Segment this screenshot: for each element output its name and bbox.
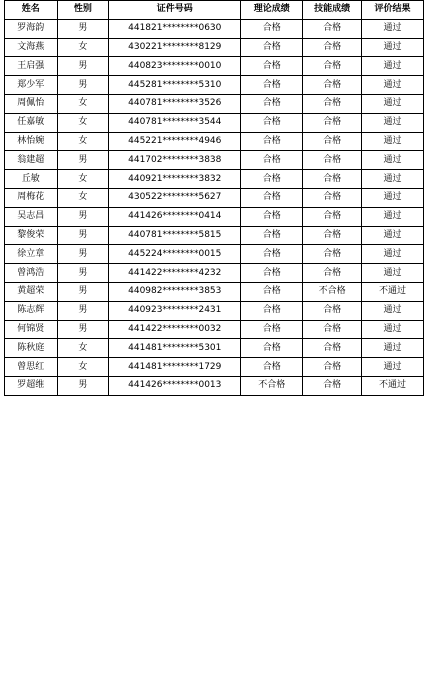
skill-score-cell: 合格: [303, 245, 362, 264]
table-row: [5, 226, 424, 245]
id-number-cell: 441702********3838: [109, 151, 241, 170]
theory-score-cell: 合格: [241, 132, 303, 151]
gender-cell: 女: [57, 132, 109, 151]
id-number-cell: 441426********0013: [109, 376, 241, 395]
name-cell: 陈志辉: [5, 301, 58, 320]
skill-score-cell: 合格: [303, 76, 362, 95]
name-cell: 吴志昌: [5, 207, 58, 226]
name-cell: 曾鸿浩: [5, 264, 58, 283]
name-cell: 王启强: [5, 57, 58, 76]
table-row: [5, 339, 424, 358]
table-row: [5, 358, 424, 377]
name-cell: 黄超荣: [5, 282, 58, 301]
id-number-cell: 445281********5310: [109, 76, 241, 95]
theory-score-cell: 合格: [241, 94, 303, 113]
id-number-cell: 441422********0032: [109, 320, 241, 339]
name-cell: 周佩怡: [5, 94, 58, 113]
gender-cell: 男: [57, 245, 109, 264]
header-id-number: 证件号码: [109, 1, 241, 20]
theory-score-cell: 合格: [241, 207, 303, 226]
header-name: 姓名: [5, 1, 58, 20]
table-row: [5, 245, 424, 264]
table-body: [5, 19, 424, 395]
table-row: [5, 376, 424, 395]
gender-cell: 男: [57, 207, 109, 226]
theory-score-cell: 合格: [241, 264, 303, 283]
result-cell: 通过: [362, 57, 424, 76]
result-cell: 通过: [362, 301, 424, 320]
table-row: [5, 320, 424, 339]
id-number-cell: 440923********2431: [109, 301, 241, 320]
gender-cell: 男: [57, 57, 109, 76]
result-cell: 通过: [362, 320, 424, 339]
theory-score-cell: 合格: [241, 358, 303, 377]
gender-cell: 女: [57, 170, 109, 189]
table-row: [5, 301, 424, 320]
id-number-cell: 440921********3832: [109, 170, 241, 189]
table-row: [5, 170, 424, 189]
name-cell: 丘敏: [5, 170, 58, 189]
theory-score-cell: 合格: [241, 19, 303, 38]
skill-score-cell: 合格: [303, 339, 362, 358]
gender-cell: 女: [57, 94, 109, 113]
theory-score-cell: 合格: [241, 188, 303, 207]
name-cell: 罗海韵: [5, 19, 58, 38]
id-number-cell: 441481********1729: [109, 358, 241, 377]
table-row: [5, 264, 424, 283]
result-cell: 通过: [362, 170, 424, 189]
header-theory-score: 理论成绩: [241, 1, 303, 20]
id-number-cell: 440823********0010: [109, 57, 241, 76]
id-number-cell: 445221********4946: [109, 132, 241, 151]
table-row: [5, 188, 424, 207]
theory-score-cell: 合格: [241, 170, 303, 189]
header-evaluation-result: 评价结果: [362, 1, 424, 20]
id-number-cell: 440982********3853: [109, 282, 241, 301]
theory-score-cell: 合格: [241, 301, 303, 320]
id-number-cell: 440781********5815: [109, 226, 241, 245]
skill-score-cell: 合格: [303, 376, 362, 395]
table-row: [5, 94, 424, 113]
gender-cell: 男: [57, 19, 109, 38]
table-row: [5, 282, 424, 301]
id-number-cell: 441426********0414: [109, 207, 241, 226]
result-cell: 不通过: [362, 282, 424, 301]
gender-cell: 女: [57, 339, 109, 358]
name-cell: 翁建超: [5, 151, 58, 170]
theory-score-cell: 合格: [241, 57, 303, 76]
result-cell: 通过: [362, 76, 424, 95]
header-gender: 性别: [57, 1, 109, 20]
id-number-cell: 441821********0630: [109, 19, 241, 38]
gender-cell: 男: [57, 301, 109, 320]
theory-score-cell: 合格: [241, 38, 303, 57]
table-row: [5, 76, 424, 95]
theory-score-cell: 合格: [241, 339, 303, 358]
result-cell: 通过: [362, 151, 424, 170]
theory-score-cell: 合格: [241, 320, 303, 339]
gender-cell: 男: [57, 76, 109, 95]
skill-score-cell: 合格: [303, 94, 362, 113]
id-number-cell: 430221********8129: [109, 38, 241, 57]
result-cell: 通过: [362, 358, 424, 377]
header-row: [5, 1, 424, 20]
skill-score-cell: 合格: [303, 358, 362, 377]
skill-score-cell: 合格: [303, 151, 362, 170]
theory-score-cell: 合格: [241, 151, 303, 170]
result-cell: 通过: [362, 207, 424, 226]
table-row: [5, 19, 424, 38]
name-cell: 任嘉敏: [5, 113, 58, 132]
id-number-cell: 440781********3526: [109, 94, 241, 113]
id-number-cell: 430522********5627: [109, 188, 241, 207]
id-number-cell: 440781********3544: [109, 113, 241, 132]
id-number-cell: 441422********4232: [109, 264, 241, 283]
theory-score-cell: 合格: [241, 226, 303, 245]
gender-cell: 女: [57, 188, 109, 207]
result-cell: 通过: [362, 188, 424, 207]
gender-cell: 男: [57, 376, 109, 395]
id-number-cell: 441481********5301: [109, 339, 241, 358]
name-cell: 陈秋庭: [5, 339, 58, 358]
name-cell: 罗超维: [5, 376, 58, 395]
skill-score-cell: 合格: [303, 226, 362, 245]
name-cell: 曾思红: [5, 358, 58, 377]
theory-score-cell: 合格: [241, 113, 303, 132]
skill-score-cell: 合格: [303, 207, 362, 226]
header-skill-score: 技能成绩: [303, 1, 362, 20]
skill-score-cell: 合格: [303, 132, 362, 151]
result-cell: 通过: [362, 132, 424, 151]
name-cell: 徐立章: [5, 245, 58, 264]
table-row: [5, 132, 424, 151]
result-cell: 通过: [362, 38, 424, 57]
result-cell: 通过: [362, 245, 424, 264]
result-cell: 通过: [362, 339, 424, 358]
gender-cell: 男: [57, 226, 109, 245]
gender-cell: 女: [57, 113, 109, 132]
table-row: [5, 207, 424, 226]
gender-cell: 男: [57, 151, 109, 170]
gender-cell: 男: [57, 282, 109, 301]
id-number-cell: 445224********0015: [109, 245, 241, 264]
result-cell: 通过: [362, 19, 424, 38]
theory-score-cell: 合格: [241, 76, 303, 95]
skill-score-cell: 合格: [303, 301, 362, 320]
table-row: [5, 38, 424, 57]
result-cell: 通过: [362, 264, 424, 283]
name-cell: 何锦贤: [5, 320, 58, 339]
skill-score-cell: 不合格: [303, 282, 362, 301]
gender-cell: 女: [57, 38, 109, 57]
skill-score-cell: 合格: [303, 113, 362, 132]
theory-score-cell: 不合格: [241, 376, 303, 395]
theory-score-cell: 合格: [241, 282, 303, 301]
skill-score-cell: 合格: [303, 57, 362, 76]
name-cell: 周梅花: [5, 188, 58, 207]
skill-score-cell: 合格: [303, 320, 362, 339]
name-cell: 文海燕: [5, 38, 58, 57]
result-cell: 通过: [362, 94, 424, 113]
result-cell: 通过: [362, 226, 424, 245]
theory-score-cell: 合格: [241, 245, 303, 264]
name-cell: 郑少军: [5, 76, 58, 95]
gender-cell: 男: [57, 320, 109, 339]
table-row: [5, 113, 424, 132]
skill-score-cell: 合格: [303, 170, 362, 189]
skill-score-cell: 合格: [303, 38, 362, 57]
name-cell: 林怡婉: [5, 132, 58, 151]
gender-cell: 男: [57, 264, 109, 283]
gender-cell: 女: [57, 358, 109, 377]
table-row: [5, 57, 424, 76]
result-cell: 通过: [362, 113, 424, 132]
result-cell: 不通过: [362, 376, 424, 395]
results-table: [4, 0, 424, 396]
skill-score-cell: 合格: [303, 188, 362, 207]
name-cell: 黎俊荣: [5, 226, 58, 245]
skill-score-cell: 合格: [303, 264, 362, 283]
table-row: [5, 151, 424, 170]
skill-score-cell: 合格: [303, 19, 362, 38]
